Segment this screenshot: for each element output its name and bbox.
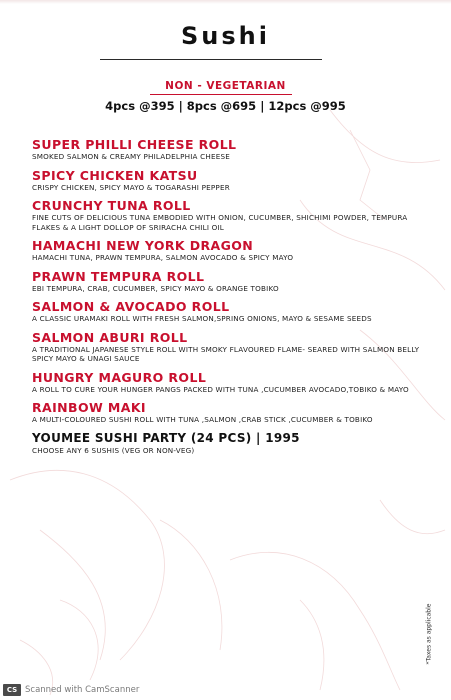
item-name: CRUNCHY TUNA ROLL [32,198,191,213]
item-name: RAINBOW MAKI [32,400,146,415]
menu-item [32,299,423,324]
party-description: CHOOSE ANY 6 SUSHIS (VEG OR NON-VEG) [32,445,195,455]
title-divider [100,59,322,60]
menu-items-list [32,137,423,455]
item-description: A TRADITIONAL JAPANESE STYLE ROLL WITH SMOKY FLAVOURED FLAME- SEARED WITH SALMON BELLY SPICY MAYO & UNAGI SAUCE [32,344,420,363]
menu-item [32,370,423,395]
menu-item [32,269,423,294]
item-description: A CLASSIC URAMAKI ROLL WITH FRESH SALMON,SPRING ONIONS, MAYO & SESAME SEEDS [32,314,372,323]
tax-note-text: *Taxes as applicable [425,603,433,665]
menu-item [32,330,423,364]
sushi-party-offer [32,431,423,456]
item-description: CRISPY CHICKEN, SPICY MAYO & TOGARASHI PEPPER [32,182,230,192]
menu-item [32,137,423,162]
top-edge [0,0,451,4]
menu-item [32,238,423,263]
item-description: A ROLL TO CURE YOUR HUNGER PANGS PACKED WITH TUNA ,CUCUMBER AVOCADO,TOBIKO & MAYO [32,384,409,394]
menu-item [32,400,423,425]
item-name: SUPER PHILLI CHEESE ROLL [32,137,237,152]
party-title: YOUMEE SUSHI PARTY (24 PCS) | 1995 [32,430,300,445]
item-description: A MULTI-COLOURED SUSHI ROLL WITH TUNA ,SALMON ,CRAB STICK ,CUCUMBER & TOBIKO [32,415,373,424]
item-name: PRAWN TEMPURA ROLL [32,268,205,284]
item-name: HAMACHI NEW YORK DRAGON [32,238,254,253]
pricing-line: 4pcs @395 | 8pcs @695 | 12pcs @995 [105,99,346,113]
category-underline [150,94,292,95]
menu-item [32,198,423,232]
menu-title: Sushi [181,22,270,50]
item-name: SPICY CHICKEN KATSU [32,167,198,183]
scanner-watermark [3,683,139,697]
item-description: SMOKED SALMON & CREAMY PHILADELPHIA CHEESE [32,152,230,161]
item-description: HAMACHI TUNA, PRAWN TEMPURA, SALMON AVOCADO & SPICY MAYO [32,253,294,262]
item-name: SALMON & AVOCADO ROLL [32,299,230,314]
camscanner-logo-icon: CS [3,684,21,696]
item-name: HUNGRY MAGURO ROLL [32,369,207,385]
item-description: FINE CUTS OF DELICIOUS TUNA EMBODIED WITH ONION, CUCUMBER, SHICHIMI POWDER, TEMPURA FLAKES & A LIGHT DOLLOP OF SRIRACHA CHILI OIL [32,213,408,232]
scanner-text: Scanned with CamScanner [25,685,140,695]
menu-item [32,168,423,193]
item-description: EBI TEMPURA, CRAB, CUCUMBER, SPICY MAYO & ORANGE TOBIKO [32,283,279,293]
category-heading: NON - VEGETARIAN [165,80,286,92]
tax-note [424,604,434,664]
item-name: SALMON ABURI ROLL [32,329,188,345]
